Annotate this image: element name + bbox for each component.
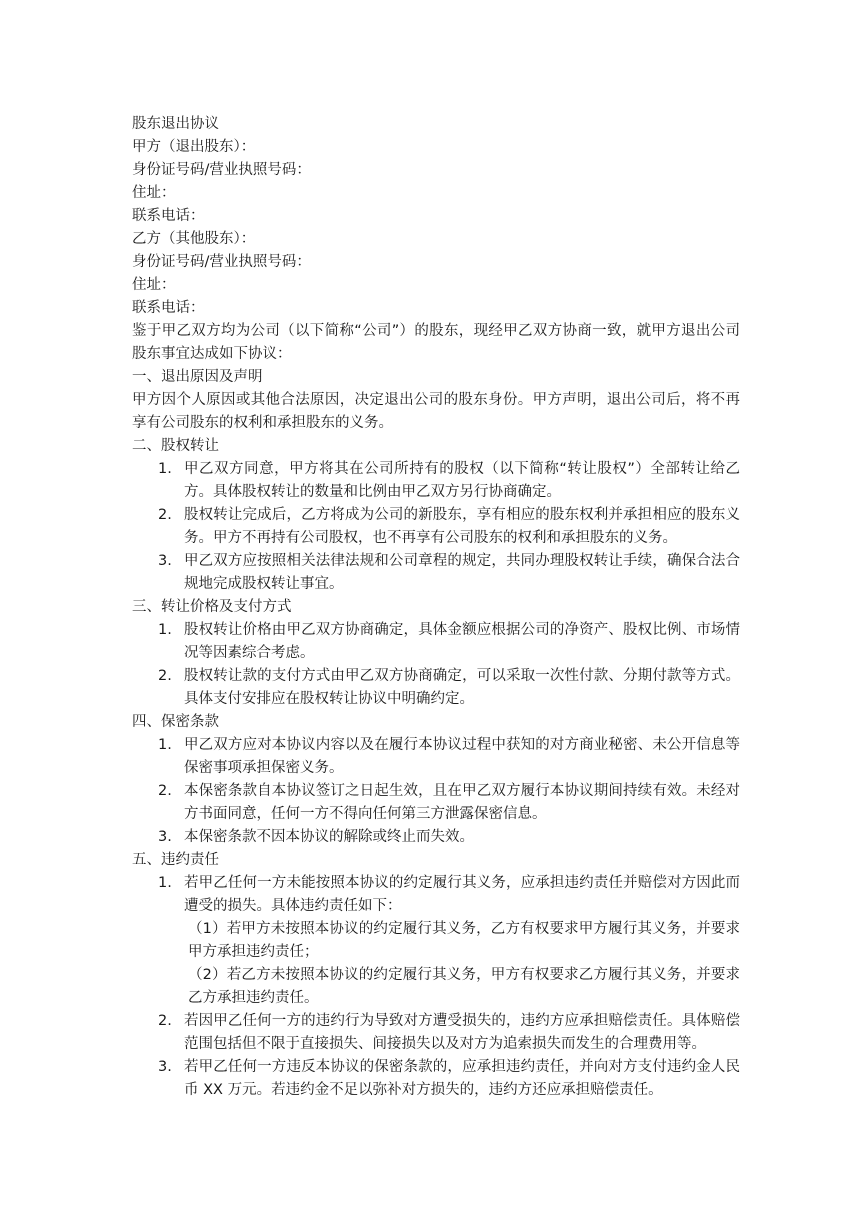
list-item-text: 甲乙双方应按照相关法律法规和公司章程的规定，共同办理股权转让手续，确保合法合规地完成股权转让事宜。 — [184, 553, 740, 592]
list-item-number: 3. — [158, 829, 172, 845]
section-heading-liability: 五、违约责任 — [132, 852, 219, 868]
list-item-text: 甲乙双方同意，甲方将其在公司所持有的股权（以下简称“转让股权”）全部转让给乙方。具体股权转让的数量和比例由甲乙双方另行协商确定。 — [184, 461, 740, 500]
list-item-number: 1. — [158, 875, 172, 891]
list-item — [132, 872, 740, 1010]
list-item-text: 本保密条款不因本协议的解除或终止而失效。 — [184, 829, 474, 845]
liability-list — [132, 872, 740, 1102]
list-item — [132, 734, 740, 780]
list-item — [132, 826, 740, 849]
list-item-text: 股权转让款的支付方式由甲乙双方协商确定，可以采取一次性付款、分期付款等方式。具体支付安排应在股权转让协议中明确约定。 — [184, 668, 740, 707]
equity-transfer-list — [132, 458, 740, 596]
party-b-id-label: 身份证号码/营业执照号码： — [132, 254, 311, 270]
list-item — [132, 780, 740, 826]
party-b-phone-label: 联系电话： — [132, 300, 205, 316]
preamble: 鉴于甲乙双方均为公司（以下简称“公司”）的股东，现经甲乙双方协商一致，就甲方退出公司股东事宜达成如下协议： — [132, 323, 740, 362]
list-item-text: 股权转让价格由甲乙双方协商确定，具体金额应根据公司的净资产、股权比例、市场情况等因素综合考虑。 — [184, 622, 740, 661]
list-item-number: 2. — [158, 1013, 172, 1029]
party-a-phone-label: 联系电话： — [132, 208, 205, 224]
list-item-number: 2. — [158, 668, 172, 684]
party-b-address-label: 住址： — [132, 277, 176, 293]
list-item — [132, 458, 740, 504]
list-item — [132, 504, 740, 550]
list-item-text: 甲乙双方应对本协议内容以及在履行本协议过程中获知的对方商业秘密、未公开信息等保密事项承担保密义务。 — [184, 737, 740, 776]
list-item — [132, 1056, 740, 1102]
list-item-text: 股权转让完成后，乙方将成为公司的新股东，享有相应的股东权利并承担相应的股东义务。甲方不再持有公司股权，也不再享有公司股东的权利和承担股东的义务。 — [184, 507, 740, 546]
list-item — [132, 1010, 740, 1056]
list-item-text: 若甲乙任何一方违反本协议的保密条款的，应承担违约责任，并向对方支付违约金人民币 XX 万元。若违约金不足以弥补对方损失的，违约方还应承担赔偿责任。 — [184, 1059, 740, 1098]
list-item-number: 2. — [158, 507, 172, 523]
list-item-number: 1. — [158, 737, 172, 753]
price-payment-list — [132, 619, 740, 711]
section-heading-price-payment: 三、转让价格及支付方式 — [132, 599, 292, 615]
list-item-number: 1. — [158, 461, 172, 477]
list-item — [132, 619, 740, 665]
list-item-text: 本保密条款自本协议签订之日起生效，且在甲乙双方履行本协议期间持续有效。未经对方书面同意，任何一方不得向任何第三方泄露保密信息。 — [184, 783, 740, 822]
confidentiality-list — [132, 734, 740, 849]
party-a-address-label: 住址： — [132, 185, 176, 201]
party-b-label: 乙方（其他股东）： — [132, 231, 256, 247]
sub-clause: （1）若甲方未按照本协议的约定履行其义务，乙方有权要求甲方履行其义务，并要求甲方承担违约责任； — [188, 921, 740, 960]
list-item — [132, 550, 740, 596]
document-page — [132, 113, 740, 1102]
section-heading-equity-transfer: 二、股权转让 — [132, 438, 219, 454]
list-item-text: 若因甲乙任何一方的违约行为导致对方遭受损失的，违约方应承担赔偿责任。具体赔偿范围包括但不限于直接损失、间接损失以及对方为追索损失而发生的合理费用等。 — [184, 1013, 740, 1052]
sub-clause: （2）若乙方未按照本协议的约定履行其义务，甲方有权要求乙方履行其义务，并要求乙方承担违约责任。 — [188, 967, 740, 1006]
party-a-id-label: 身份证号码/营业执照号码： — [132, 162, 311, 178]
list-item-number: 3. — [158, 553, 172, 569]
section-paragraph-withdrawal: 甲方因个人原因或其他合法原因，决定退出公司的股东身份。甲方声明，退出公司后，将不再享有公司股东的权利和承担股东的义务。 — [132, 392, 740, 431]
list-item-number: 1. — [158, 622, 172, 638]
list-item-number: 2. — [158, 783, 172, 799]
party-a-label: 甲方（退出股东）： — [132, 139, 256, 155]
document-title: 股东退出协议 — [132, 116, 219, 132]
list-item-number: 3. — [158, 1059, 172, 1075]
section-heading-confidentiality: 四、保密条款 — [132, 714, 219, 730]
list-item — [132, 665, 740, 711]
section-heading-withdrawal: 一、退出原因及声明 — [132, 369, 263, 385]
list-item-text: 若甲乙任何一方未能按照本协议的约定履行其义务，应承担违约责任并赔偿对方因此而遭受的损失。具体违约责任如下： — [184, 875, 740, 914]
